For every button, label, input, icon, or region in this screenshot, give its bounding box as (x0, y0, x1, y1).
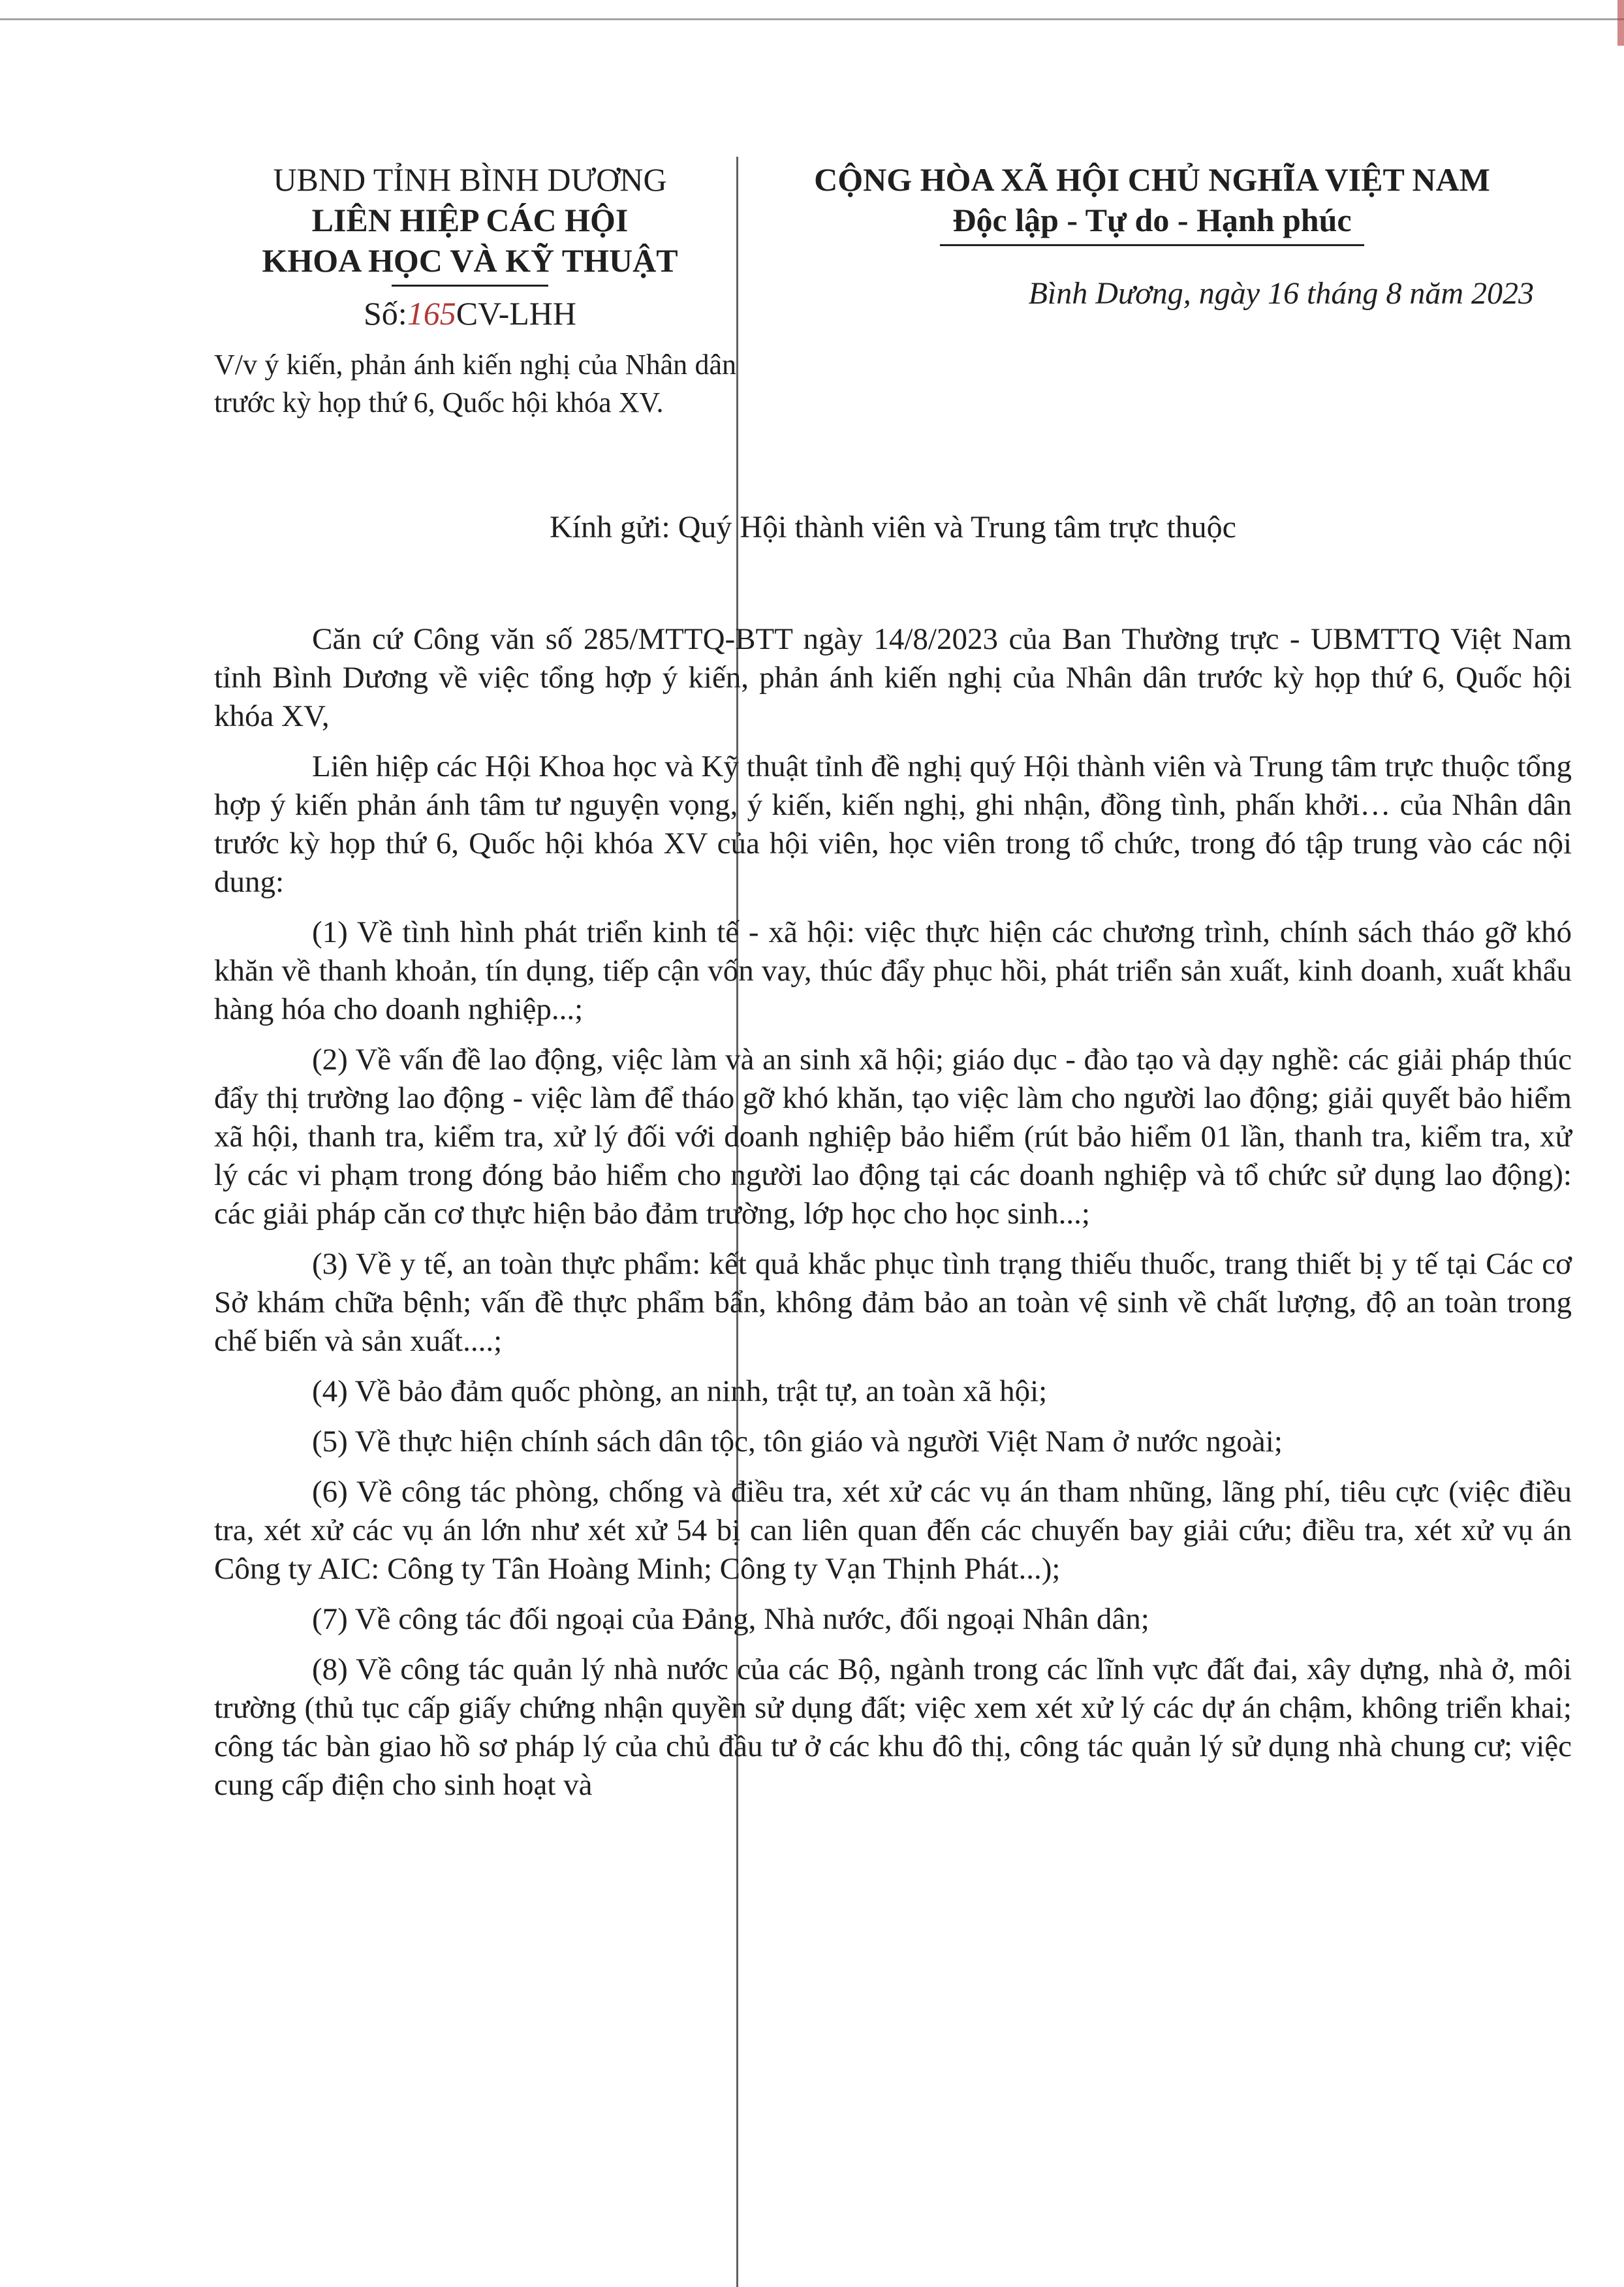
body-item-8: (8) Về công tác quản lý nhà nước của các Bộ, ngành trong các lĩnh vực đất đai, xây dựng, nhà ở, môi trường (thủ tục cấp giấy chứng nhận quyền sử dụng đất; việc xem xét xử lý các dự án chậm, không triển khai; công tác bàn giao hồ sơ pháp lý của chủ đầu tư ở các khu đô thị, công tác quản lý sử dụng nhà chung cư; việc cung cấp điện cho sinh hoạt và (214, 1652, 1572, 1802)
body-item-6: (6) Về công tác phòng, chống và điều tra, xét xử các vụ án tham nhũng, lãng phí, tiêu cực (việc điều tra, xét xử các vụ án lớn như xét xử 54 bị can liên quan đến các chuyến bay giải cứu; điều tra, xét xử vụ án Công ty AIC: Công ty Tân Hoàng Minh; Công ty Vạn Thịnh Phát...); (214, 1475, 1572, 1586)
place-and-date: Bình Dương, ngày 16 tháng 8 năm 2023 (1028, 276, 1534, 311)
body-item-2: (2) Về vấn đề lao động, việc làm và an sinh xã hội; giáo dục - đào tạo và dạy nghề: các giải pháp thúc đẩy thị trường lao động - việc làm để tháo gỡ khó khăn, tạo việc làm cho người lao động; giải quyết bảo hiểm xã hội, thanh tra, kiểm tra, xử lý đối với doanh nghiệp bảo hiểm (rút bảo hiểm 01 lần, thanh tra, kiểm tra, xử lý các vi phạm trong đóng bảo hiểm cho người lao động tại các doanh nghiệp và tổ chức sử dụng lao động): các giải pháp căn cơ thực hiện bảo đảm trường, lớp học cho học sinh...; (214, 1043, 1572, 1231)
organization-name-line2: KHOA HỌC VÀ KỸ THUẬT (262, 242, 678, 279)
document-subject: V/v ý kiến, phản ánh kiến nghị của Nhân dân trước kỳ họp thứ 6, Quốc hội khóa XV. (214, 349, 736, 418)
national-motto: Độc lập - Tự do - Hạnh phúc (952, 202, 1352, 238)
issuer-underline (392, 285, 548, 287)
document-number (196, 293, 744, 334)
body-item-5: (5) Về thực hiện chính sách dân tộc, tôn giáo và người Việt Nam ở nước ngoài; (312, 1425, 1283, 1459)
scan-border-line (0, 18, 1624, 20)
body-item-7: (7) Về công tác đối ngoại của Đảng, Nhà nước, đối ngoại Nhân dân; (312, 1602, 1149, 1636)
body-paragraph-basis: Căn cứ Công văn số 285/MTTQ-BTT ngày 14/8/2023 của Ban Thường trực - UBMTTQ Việt Nam tỉnh Bình Dương về việc tổng hợp ý kiến, phản ánh kiến nghị của Nhân dân trước kỳ họp thứ 6, Quốc hội khóa XV, (214, 622, 1572, 733)
national-title: CỘNG HÒA XÃ HỘI CHỦ NGHĨA VIỆT NAM (814, 161, 1490, 198)
issuer-block (196, 159, 744, 334)
scan-edge-mark (1617, 0, 1624, 46)
national-heading (751, 159, 1554, 246)
document-body (214, 620, 1572, 1816)
body-item-3: (3) Về y tế, an toàn thực phẩm: kết quả khắc phục tình trạng thiếu thuốc, trang thiết bị y tế tại Các cơ Sở khám chữa bệnh; vấn đề thực phẩm bẩn, không đảm bảo an toàn vệ sinh về chất lượng, độ an toàn trong chế biến và sản xuất....; (214, 1247, 1572, 1358)
motto-underline (940, 244, 1364, 246)
issuing-agency: UBND TỈNH BÌNH DƯƠNG (273, 161, 667, 198)
body-paragraph-request: Liên hiệp các Hội Khoa học và Kỹ thuật tỉnh đề nghị quý Hội thành viên và Trung tâm trực thuộc tổng hợp ý kiến phản ánh tâm tư nguyện vọng, ý kiến, kiến nghị, ghi nhận, đồng tình, phấn khởi… của Nhân dân trước kỳ họp thứ 6, Quốc hội khóa XV của hội viên, học viên trong tổ chức, trong đó tập trung vào các nội dung: (214, 749, 1572, 899)
document-number-prefix: Số: (364, 295, 407, 332)
addressee-line: Kính gửi: Quý Hội thành viên và Trung tâm trực thuộc (550, 510, 1236, 544)
document-number-handwritten: 165 (407, 295, 456, 332)
body-item-1: (1) Về tình hình phát triển kinh tế - xã hội: việc thực hiện các chương trình, chính sách tháo gỡ khó khăn về thanh khoản, tín dụng, tiếp cận vốn vay, thúc đẩy phục hồi, phát triển sản xuất, kinh doanh, xuất khẩu hàng hóa cho doanh nghiệp...; (214, 915, 1572, 1026)
body-item-4: (4) Về bảo đảm quốc phòng, an ninh, trật tự, an toàn xã hội; (312, 1374, 1048, 1408)
organization-name-line1: LIÊN HIỆP CÁC HỘI (311, 202, 629, 238)
document-number-suffix: CV-LHH (456, 295, 576, 332)
